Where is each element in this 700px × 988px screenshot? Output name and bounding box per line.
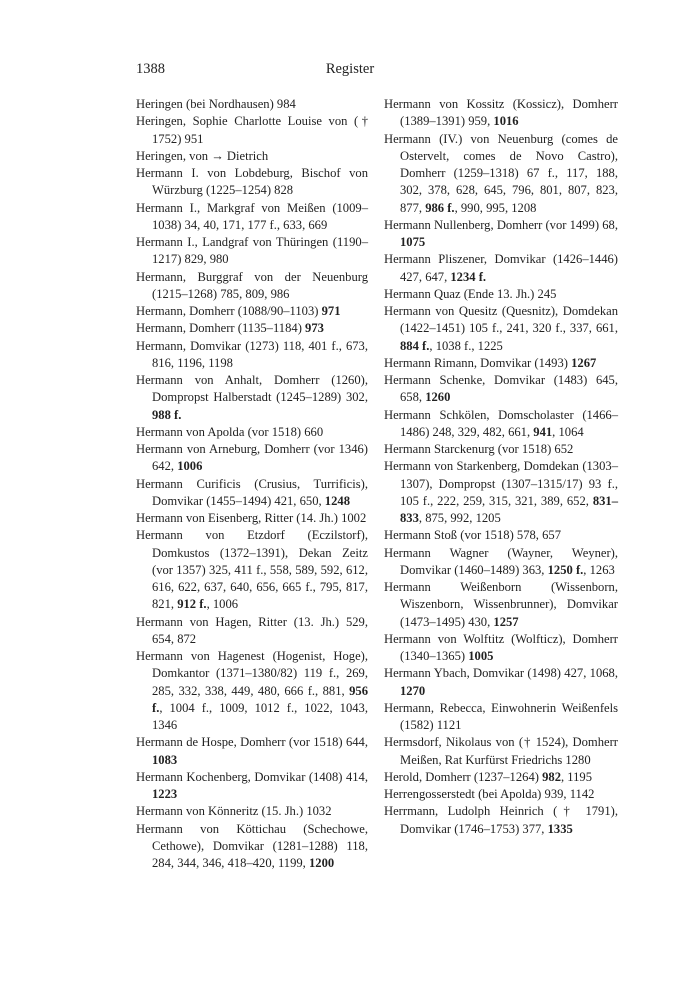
entry-main-reference: 1005: [468, 649, 494, 663]
entry-text: Hermann I. von Lobdeburg, Bischof von Würzburg (1225–1254) 828: [136, 166, 368, 198]
entry-text: Hermann von Etzdorf (Eczilstorf), Domkustos (1372–1391), Dekan Zeitz (vor 1357) 325, 411 f., 558, 589, 592, 612, 616, 622, 637, 640, 656, 665 f., 795, 817, 821,: [136, 528, 368, 612]
entry-text: Hermann Nullenberg, Domherr (vor 1499) 68,: [384, 217, 618, 232]
index-entry: [384, 458, 618, 527]
entry-main-reference: 1335: [547, 821, 573, 836]
index-entry: [136, 510, 368, 527]
index-entry: [384, 441, 618, 458]
entry-text: Hermann (IV.) von Neuenburg (comes de Ostervelt, comes de Novo Castro), Domherr (1259–1318) 67 f., 117, 188, 302, 378, 628, 645, 796, 801, 807, 823, 877,: [384, 131, 618, 215]
entry-text: Hermann Schenke, Domvikar (1483) 645, 658,: [384, 373, 618, 405]
entry-text: Hermann I., Landgraf von Thüringen (1190–1217) 829, 980: [136, 235, 368, 267]
entry-text: Heringen, Sophie Charlotte Louise von († 1752) 951: [136, 114, 368, 146]
entry-text: Hermann von Arneburg, Domherr (vor 1346) 642,: [136, 442, 368, 474]
entry-text: Herold, Domherr (1237–1264): [384, 769, 543, 784]
entry-main-reference: 912 f.: [177, 597, 207, 612]
running-title: Register: [325, 61, 375, 77]
entry-main-reference: 1234 f.: [450, 269, 487, 284]
index-entry: [384, 786, 618, 803]
entry-main-reference: 1083: [152, 752, 178, 767]
index-entry: [136, 424, 368, 441]
index-entry: [384, 303, 618, 355]
entry-main-reference: 831–833: [400, 493, 618, 525]
entry-main-reference: 971: [321, 304, 341, 318]
entry-text-tail: , 1195: [560, 769, 593, 784]
index-entry: [136, 803, 368, 820]
index-entry: [384, 769, 618, 786]
index-entry: [384, 527, 618, 544]
entry-main-reference: 1223: [152, 787, 178, 801]
entry-text: Hermsdorf, Nikolaus von († 1524), Domherr Meißen, Rat Kurfürst Friedrichs 1280: [384, 735, 618, 767]
entry-text: Hermann von Kossitz (Kossicz), Domherr (1389–1391) 959,: [384, 97, 618, 129]
entry-text-tail: , 1006: [206, 597, 239, 612]
index-entry: [136, 527, 368, 613]
entry-text: Hermann I., Markgraf von Meißen (1009–1038) 34, 40, 171, 177 f., 633, 669: [136, 200, 368, 232]
entry-text-tail: , 1004 f., 1009, 1012 f., 1022, 1043, 1346: [152, 700, 368, 732]
index-entry: [384, 803, 618, 838]
entry-text: Hermann von Quesitz (Quesnitz), Domdekan (1422–1451) 105 f., 241, 320 f., 337, 661,: [384, 304, 618, 336]
entry-main-reference: 982: [542, 769, 561, 784]
entry-main-reference: 941: [533, 424, 553, 439]
entry-text: Hermann von Apolda (vor 1518) 660: [136, 424, 324, 439]
index-entry: [136, 148, 368, 165]
entry-text: Hermann Wagner (Wayner, Weyner), Domvikar (1460–1489) 363,: [384, 545, 618, 577]
entry-text-tail: , 1263: [583, 562, 615, 577]
index-entry: [384, 631, 618, 666]
index-entry: [384, 545, 618, 580]
index-entry: [384, 372, 618, 407]
index-entry: [136, 734, 368, 769]
entry-text: Hermann, Domvikar (1273) 118, 401 f., 673, 816, 1196, 1198: [136, 338, 368, 370]
entry-text: Hermann von Hagenest (Hogenist, Hoge), Domkantor (1371–1380/82) 119 f., 269, 285, 332, 338, 449, 480, 666 f., 881,: [136, 649, 368, 698]
index-entry: [384, 665, 618, 700]
entry-main-reference: 1267: [571, 355, 597, 370]
index-entry: [136, 320, 368, 337]
entry-main-reference: 1200: [308, 856, 335, 870]
index-entry: [384, 700, 618, 735]
entry-text: Hermann Kochenberg, Domvikar (1408) 414,: [136, 769, 368, 784]
entry-text: Hermann Starckenurg (vor 1518) 652: [384, 442, 574, 456]
entry-text: Hermann von Hagen, Ritter (13. Jh.) 529, 654, 872: [136, 614, 368, 646]
index-entry: [136, 269, 368, 304]
index-entry: [136, 648, 368, 734]
entry-text: Heringen (bei Nordhausen) 984: [136, 97, 296, 111]
index-entry: [136, 338, 368, 373]
entry-main-reference: 1075: [400, 235, 426, 249]
entry-main-reference: 1248: [324, 493, 350, 508]
index-entry: [384, 251, 618, 286]
entry-text: Herrengosserstedt (bei Apolda) 939, 1142: [384, 787, 595, 801]
entry-text-tail: , 990, 995, 1208: [454, 200, 537, 215]
entry-text: Herrmann, Ludolph Heinrich († 1791), Domvikar (1746–1753) 377,: [384, 804, 618, 836]
entry-main-reference: 1250 f.: [547, 562, 584, 577]
entry-text: Hermann, Domherr (1088/90–1103): [136, 304, 322, 318]
index-entry: [384, 579, 618, 631]
entry-text-tail: , 1064: [552, 424, 584, 439]
index-entry: [136, 165, 368, 200]
index-entry: [136, 476, 368, 511]
entry-text: Hermann Pliszener, Domvikar (1426–1446) 427, 647,: [384, 252, 618, 284]
index-entry: [384, 131, 618, 217]
index-entry: [384, 407, 618, 442]
entry-text: Hermann von Könneritz (15. Jh.) 1032: [136, 804, 332, 819]
index-entry: [136, 441, 368, 476]
entry-text-tail: , 875, 992, 1205: [418, 511, 501, 525]
entry-text: Hermann, Burggraf von der Neuenburg (1215–1268) 785, 809, 986: [136, 269, 368, 301]
entry-text: Hermann, Rebecca, Einwohnerin Weißenfels (1582) 1121: [384, 700, 618, 732]
entry-main-reference: 884 f.: [400, 338, 430, 353]
index-entry: [136, 769, 368, 804]
entry-text: Hermann von Eisenberg, Ritter (14. Jh.) 1002: [136, 511, 367, 525]
entry-main-reference: 973: [305, 321, 324, 336]
entry-text: Hermann Weißenborn (Wissenborn, Wiszenborn, Wissenbrunner), Domvikar (1473–1495) 430,: [384, 580, 618, 629]
entry-main-reference: 988 f.: [152, 407, 182, 422]
entry-text: Hermann von Köttichau (Schechowe, Cethowe), Domvikar (1281–1288) 118, 284, 344, 346, 418–420, 1199,: [136, 821, 368, 870]
entry-text: Hermann Rimann, Domvikar (1493): [384, 355, 572, 370]
entry-text: Hermann Stoß (vor 1518) 578, 657: [384, 528, 561, 543]
index-entry: [136, 821, 368, 873]
entry-main-reference: 1270: [400, 683, 426, 698]
index-entry: [136, 200, 368, 235]
index-column-right: [384, 96, 618, 838]
entry-main-reference: 986 f.: [425, 200, 455, 215]
index-entry: [384, 286, 618, 303]
index-entry: [136, 372, 368, 424]
entry-text: Hermann von Anhalt, Domherr (1260), Dompropst Halberstadt (1245–1289) 302,: [136, 373, 368, 405]
entry-text: Heringen, von → Dietrich: [136, 148, 269, 163]
entry-main-reference: 1016: [493, 114, 519, 129]
entry-text: Hermann Schkölen, Domscholaster (1466–1486) 248, 329, 482, 661,: [384, 407, 618, 439]
entry-main-reference: 1257: [493, 614, 519, 629]
entry-text: Hermann von Wolftitz (Wolfticz), Domherr (1340–1365): [384, 631, 618, 663]
entry-text: Hermann von Starkenberg, Domdekan (1303–1307), Dompropst (1307–1315/17) 93 f., 105 f., 222, 259, 315, 321, 389, 652,: [384, 459, 618, 508]
entry-text-tail: , 1038 f., 1225: [429, 338, 503, 353]
entry-text: Hermann Curificis (Crusius, Turrificis), Domvikar (1455–1494) 421, 650,: [136, 476, 368, 508]
page-number: 1388: [136, 61, 165, 77]
index-entry: [136, 303, 368, 320]
index-entry: [384, 355, 618, 372]
entry-main-reference: 1260: [425, 390, 451, 405]
index-entry: [384, 734, 618, 769]
index-column-left: [136, 96, 368, 872]
index-entry: [384, 96, 618, 131]
index-entry: [384, 217, 618, 252]
entry-main-reference: 956 f.: [152, 683, 368, 715]
entry-main-reference: 1006: [177, 459, 203, 474]
index-entry: [136, 614, 368, 649]
entry-text: Hermann, Domherr (1135–1184): [136, 321, 306, 336]
entry-text: Hermann de Hospe, Domherr (vor 1518) 644,: [136, 735, 368, 750]
index-entry: [136, 96, 368, 113]
entry-text: Hermann Quaz (Ende 13. Jh.) 245: [384, 286, 557, 301]
entry-text: Hermann Ybach, Domvikar (1498) 427, 1068,: [384, 666, 618, 681]
index-entry: [136, 113, 368, 148]
index-entry: [136, 234, 368, 269]
